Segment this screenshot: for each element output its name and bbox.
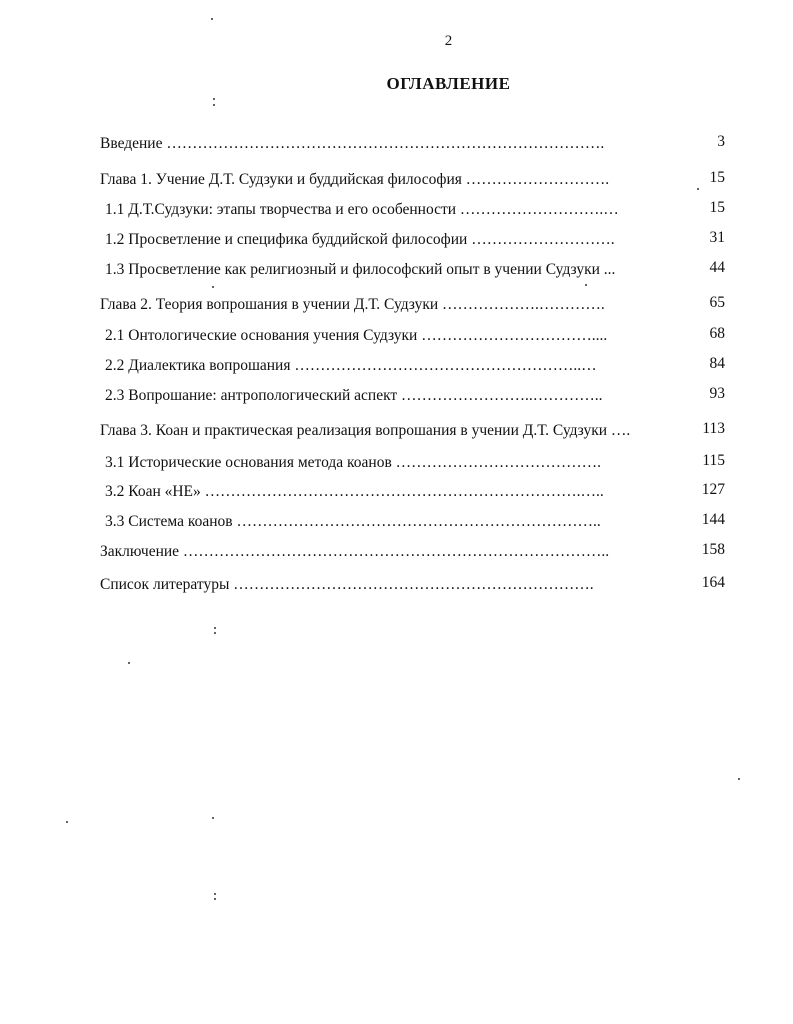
scan-speck	[213, 98, 215, 100]
toc-entry-page: 84	[709, 355, 725, 372]
toc-entry-bibliography	[100, 575, 725, 595]
toc-entry-text: 2.2 Диалектика вопрошания ………………………………………………..…	[105, 357, 597, 374]
toc-entry-text: 1.3 Просветление как религиозный и философский опыт в учении Судзуки ...	[105, 261, 616, 278]
toc-entry-section-1-1	[105, 200, 725, 220]
toc-entry-page: 113	[702, 420, 725, 437]
toc-entry-text: 2.3 Вопрошание: антропологический аспект ……………………..…………..	[105, 387, 603, 404]
toc-entry-chapter-1	[100, 170, 725, 190]
toc-entry-text: Глава 1. Учение Д.Т. Судзуки и буддийская философия ……………………….	[100, 171, 610, 188]
toc-entry-page: 93	[709, 385, 725, 402]
toc-entry-text: 3.3 Система коанов ……………………………………………………………..	[105, 513, 601, 530]
toc-entry-text: Введение ………………………………………………………………………….	[100, 135, 605, 152]
scan-speck	[697, 188, 699, 190]
toc-entry-text: 2.1 Онтологические основания учения Судзуки ……………………………....	[105, 327, 608, 344]
scan-speck	[128, 662, 130, 664]
toc-entry-section-2-2	[105, 356, 725, 376]
scan-speck	[211, 18, 213, 20]
toc-entry-page: 15	[709, 169, 725, 186]
toc-entry-conclusion	[100, 542, 725, 562]
toc-entry-page: 15	[709, 199, 725, 216]
toc-entry-page: 164	[701, 574, 725, 591]
toc-entry-page: 158	[701, 541, 725, 558]
toc-entry-page: 144	[701, 511, 725, 528]
toc-entry-text: 3.1 Исторические основания метода коанов ………………………………….	[105, 454, 602, 471]
toc-entry-page: 115	[702, 452, 725, 469]
toc-entry-text: 1.1 Д.Т.Судзуки: этапы творчества и его особенности ……………………….…	[105, 201, 619, 218]
toc-entry-section-2-3	[105, 386, 725, 406]
scan-speck	[214, 627, 216, 629]
toc-entry-page: 65	[709, 294, 725, 311]
scan-speck	[212, 817, 214, 819]
toc-entry-section-1-2	[105, 230, 725, 250]
toc-entry-section-3-3	[105, 512, 725, 532]
toc-entry-chapter-3	[100, 421, 725, 441]
scan-speck	[214, 632, 216, 634]
scan-speck	[212, 286, 214, 288]
toc-entry-page: 127	[701, 481, 725, 498]
toc-entry-text: 1.2 Просветление и специфика буддийской философии ……………………….	[105, 231, 615, 248]
toc-entry-page: 31	[709, 229, 725, 246]
scan-speck	[214, 898, 216, 900]
toc-entry-introduction	[100, 134, 725, 154]
scan-speck	[66, 821, 68, 823]
toc-entry-page: 44	[709, 259, 725, 276]
toc-entry-text: Список литературы …………………………………………………………….	[100, 576, 594, 593]
toc-entry-chapter-2	[100, 295, 725, 315]
scan-speck	[585, 284, 587, 286]
toc-entry-page: 68	[709, 325, 725, 342]
toc-entry-text: Глава 3. Коан и практическая реализация вопрошания в учении Д.Т. Судзуки ….	[100, 422, 631, 439]
toc-entry-text: Заключение ………………………………………………………………………..	[100, 543, 610, 560]
scan-speck	[738, 778, 740, 780]
page-number: 2	[444, 33, 453, 49]
toc-entry-section-1-3	[105, 260, 725, 280]
scan-speck	[214, 893, 216, 895]
toc-title: ОГЛАВЛЕНИЕ	[386, 74, 511, 93]
toc-entry-text: 3.2 Коан «НЕ» ……………………………………………………………….…..	[105, 483, 604, 500]
toc-entry-text: Глава 2. Теория вопрошания в учении Д.Т. Судзуки ……………….………….	[100, 296, 605, 313]
toc-entry-section-3-2	[105, 482, 725, 502]
toc-entry-page: 3	[717, 133, 725, 150]
scan-speck	[213, 104, 215, 106]
toc-entry-section-2-1	[105, 326, 725, 346]
toc-entry-section-3-1	[105, 453, 725, 473]
